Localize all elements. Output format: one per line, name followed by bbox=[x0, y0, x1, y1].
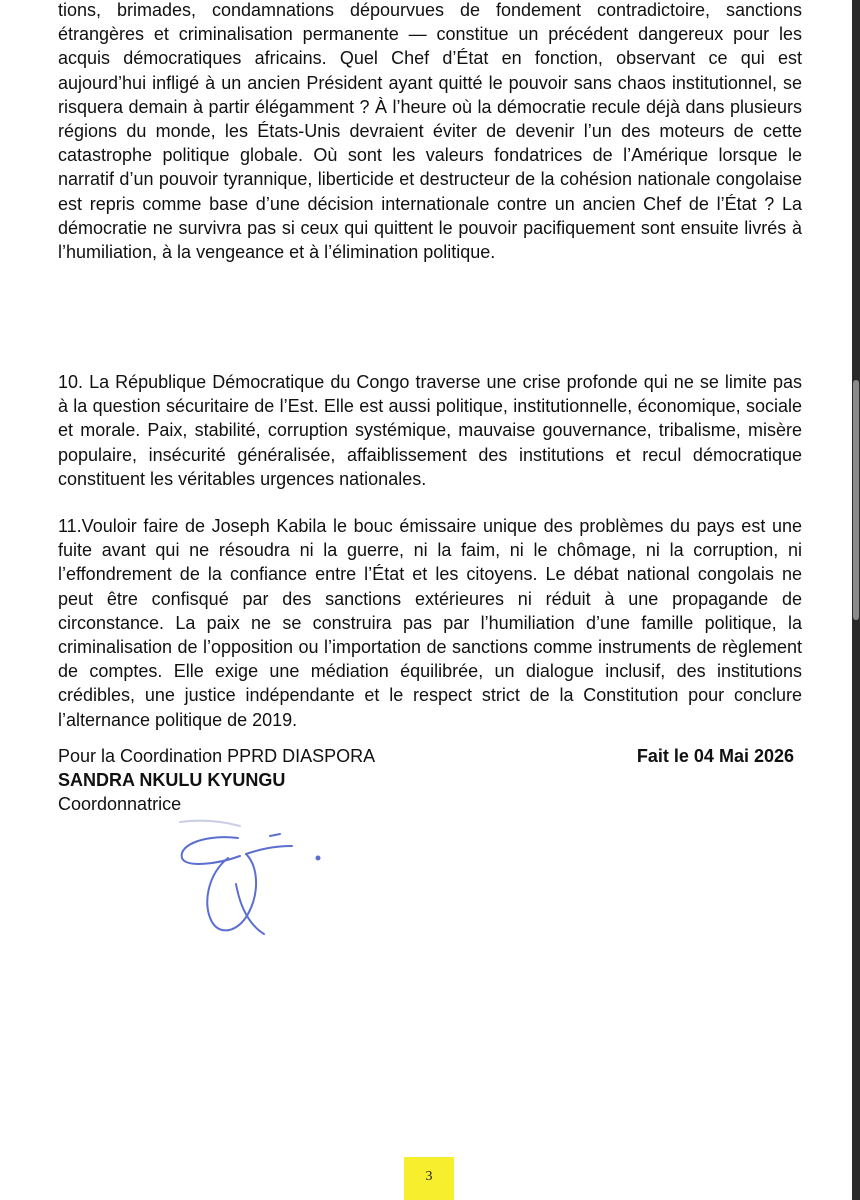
handwritten-signature bbox=[168, 814, 348, 954]
paragraph-11: 11.Vouloir faire de Joseph Kabila le bouc émissaire unique des problèmes du pays est une fuite avant qui ne résoudra ni la guerre, ni la faim, ni le chômage, ni la corruption, ni l’effondrement de la confiance entre l’État et les citoyens. Le débat national congolais ne peut être confisqué par des sanctions extérieures ni réduit à une propagande de circonstance. La paix ne se construira pas par l’humiliation d’une famille politique, la criminalisation de l’opposition ou l’importation de sanctions comme instruments de règlement de comptes. Elle exige une médiation équilibrée, un dialogue inclusif, des institutions crédibles, une justice indépendante et le respect strict de la Constitution pour conclure l’alternance politique de 2019. bbox=[58, 516, 802, 730]
scrollbar[interactable] bbox=[852, 0, 860, 1200]
signatory-name: SANDRA NKULU KYUNGU bbox=[58, 770, 286, 790]
coordination-line: Pour la Coordination PPRD DIASPORA bbox=[58, 746, 376, 766]
signatory-role: Coordonnatrice bbox=[58, 794, 182, 814]
paragraph-10: 10. La République Démocratique du Congo traverse une crise profonde qui ne se limite pas à la question sécuritaire de l’Est. Elle est aussi politique, institutionnelle, économique, sociale et morale. Paix, stabilité, corruption systémique, mauvaise gouvernance, tribalisme, misère populaire, insécurité généralisée, affaiblissement des institutions et recul démocratique constituent les véritables urgences nationales. bbox=[58, 372, 802, 489]
date-line: Fait le 04 Mai 2026 bbox=[636, 746, 794, 766]
signature-block bbox=[58, 744, 375, 816]
scrollbar-thumb[interactable] bbox=[853, 380, 859, 620]
page-number: 3 bbox=[404, 1157, 454, 1200]
paragraph-continuation: tions, brimades, condamnations dépourvues de fondement contradictoire, sanctions étrangères et criminalisation permanente — constitue un précédent dangereux pour les acquis démocratiques africains. Quel Chef d’État en fonction, observant ce qui est aujourd’hui infligé à un ancien Président ayant quitté le pouvoir sans chaos institutionnel, se risquera demain à partir élégamment ? À l’heure où la démocratie recule déjà dans plusieurs régions du monde, les États-Unis devraient éviter de devenir l’un des moteurs de cette catastrophe politique globale. Où sont les valeurs fondatrices de l’Amérique lorsque le narratif d’un pouvoir tyrannique, liberticide et destructeur de la cohésion nationale congolaise est repris comme base d’une décision internationale contre un ancien Chef de l’État ? La démocratie ne survivra pas si ceux qui quittent le pouvoir pacifiquement sont ensuite livrés à l’humiliation, à la vengeance et à l’élimination politique. bbox=[58, 0, 802, 263]
